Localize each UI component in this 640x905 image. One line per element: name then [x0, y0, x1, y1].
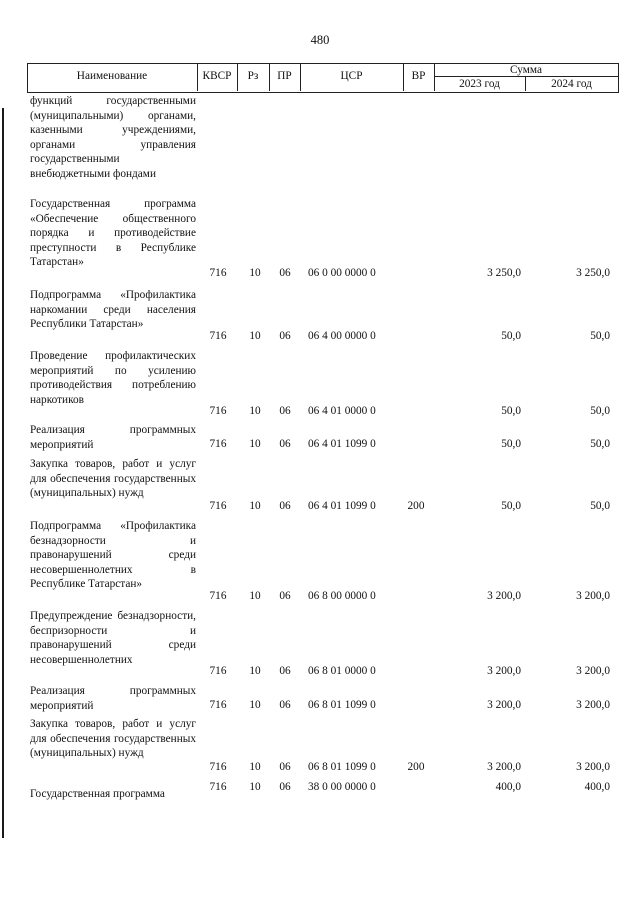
- row-pr: 06: [279, 590, 291, 602]
- row-rz: 10: [249, 405, 261, 417]
- row-pr: 06: [279, 781, 291, 793]
- row-name: функций государственными (муниципальными) органами, казенными учреждениями, органами управления государственными внебюджетными фондами: [30, 95, 196, 180]
- row-sum-2024: 400,0: [584, 781, 610, 793]
- row-kvsr: 716: [209, 699, 227, 711]
- row-rz: 10: [249, 330, 261, 342]
- row-pr: 06: [279, 665, 291, 677]
- row-csr: 06 4 01 0000 0: [308, 405, 376, 417]
- row-pr: 06: [279, 330, 291, 342]
- row-sum-2024: 3 200,0: [576, 761, 610, 773]
- row-sum-2024: 3 250,0: [576, 267, 610, 279]
- row-csr: 06 8 01 1099 0: [308, 699, 376, 711]
- header-year-2023: 2023 год: [459, 78, 500, 90]
- row-rz: 10: [249, 761, 261, 773]
- row-vr: 200: [407, 761, 425, 773]
- row-csr: 06 4 01 1099 0: [308, 438, 376, 450]
- row-name: Реализация программных мероприятий: [30, 424, 196, 451]
- row-rz: 10: [249, 699, 261, 711]
- row-rz: 10: [249, 665, 261, 677]
- row-rz: 10: [249, 590, 261, 602]
- row-sum-2023: 50,0: [501, 438, 521, 450]
- row-rz: 10: [249, 438, 261, 450]
- row-sum-2024: 3 200,0: [576, 699, 610, 711]
- row-name: Закупка товаров, работ и услуг для обеспечения государственных (муниципальных) нужд: [30, 458, 196, 500]
- row-name: Проведение профилактических мероприятий по усилению противодействия потреблению наркотиков: [30, 350, 196, 406]
- row-sum-2023: 3 200,0: [487, 665, 521, 677]
- row-kvsr: 716: [209, 781, 227, 793]
- header-rz: Рз: [247, 70, 259, 82]
- row-rz: 10: [249, 267, 261, 279]
- row-sum-2023: 3 250,0: [487, 267, 521, 279]
- row-sum-2023: 50,0: [501, 500, 521, 512]
- row-kvsr: 716: [209, 330, 227, 342]
- row-kvsr: 716: [209, 761, 227, 773]
- row-sum-2024: 50,0: [590, 438, 610, 450]
- header-sum: Сумма: [510, 64, 542, 76]
- row-csr: 06 8 01 0000 0: [308, 665, 376, 677]
- row-name: Реализация программных мероприятий: [30, 685, 196, 712]
- row-kvsr: 716: [209, 590, 227, 602]
- row-sum-2024: 3 200,0: [576, 590, 610, 602]
- row-pr: 06: [279, 405, 291, 417]
- header-name: Наименование: [76, 70, 148, 82]
- row-vr: 200: [407, 500, 425, 512]
- row-kvsr: 716: [209, 500, 227, 512]
- row-name: Закупка товаров, работ и услуг для обеспечения государственных (муниципальных) нужд: [30, 718, 196, 760]
- row-name: Подпрограмма «Профилактика безнадзорности и правонарушений среди несовершеннолетних в Республике Татарстан»: [30, 520, 196, 591]
- row-sum-2023: 3 200,0: [487, 590, 521, 602]
- row-sum-2024: 50,0: [590, 405, 610, 417]
- header-pr: ПР: [277, 70, 292, 82]
- page-number: 480: [310, 33, 330, 47]
- row-rz: 10: [249, 500, 261, 512]
- row-pr: 06: [279, 699, 291, 711]
- row-csr: 06 8 00 0000 0: [308, 590, 376, 602]
- row-name: Государственная программа «Обеспечение общественного порядка и противодействие преступности в Республике Татарстан»: [30, 198, 196, 269]
- row-kvsr: 716: [209, 267, 227, 279]
- row-csr: 38 0 00 0000 0: [308, 781, 376, 793]
- row-name: Подпрограмма «Профилактика наркомании среди населения Республики Татарстан»: [30, 289, 196, 331]
- row-name: Предупреждение безнадзорности, беспризорности и правонарушений среди несовершеннолетних: [30, 610, 196, 666]
- row-sum-2023: 3 200,0: [487, 699, 521, 711]
- row-sum-2023: 3 200,0: [487, 761, 521, 773]
- row-sum-2023: 400,0: [495, 781, 521, 793]
- header-kvsr: КВСР: [202, 70, 232, 82]
- row-sum-2023: 50,0: [501, 405, 521, 417]
- row-csr: 06 0 00 0000 0: [308, 267, 376, 279]
- row-csr: 06 8 01 1099 0: [308, 761, 376, 773]
- row-sum-2024: 50,0: [590, 330, 610, 342]
- row-sum-2024: 3 200,0: [576, 665, 610, 677]
- header-csr: ЦСР: [340, 70, 363, 82]
- header-year-2024: 2024 год: [551, 78, 592, 90]
- row-pr: 06: [279, 438, 291, 450]
- row-sum-2024: 50,0: [590, 500, 610, 512]
- row-rz: 10: [249, 781, 261, 793]
- row-pr: 06: [279, 500, 291, 512]
- row-kvsr: 716: [209, 438, 227, 450]
- row-pr: 06: [279, 761, 291, 773]
- row-kvsr: 716: [209, 665, 227, 677]
- row-sum-2023: 50,0: [501, 330, 521, 342]
- row-kvsr: 716: [209, 405, 227, 417]
- budget-table: [27, 63, 619, 823]
- scan-margin-line: [2, 108, 4, 838]
- row-pr: 06: [279, 267, 291, 279]
- row-csr: 06 4 01 1099 0: [308, 500, 376, 512]
- header-vr: ВР: [411, 70, 426, 82]
- row-name: Государственная программа: [30, 788, 165, 800]
- row-csr: 06 4 00 0000 0: [308, 330, 376, 342]
